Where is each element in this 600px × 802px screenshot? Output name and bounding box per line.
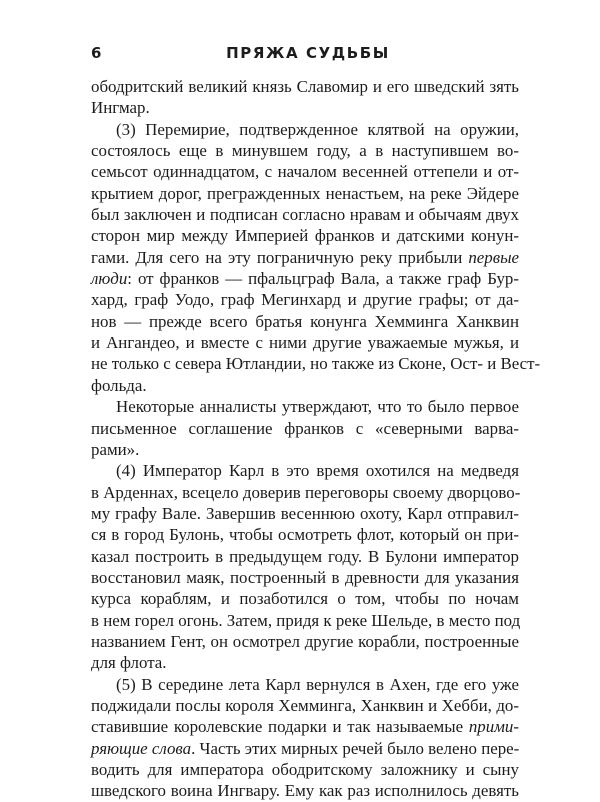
text-line: был заключен и подписан согласно нравам и обычаям двух <box>91 205 519 225</box>
text-line: и Ангандео, и вместе с ними другие уважаемые мужья, и <box>91 333 519 353</box>
text-line: не только с севера Ютландии, но также из Сконе, Ост- и Вест- <box>91 354 541 374</box>
text-line: Некоторые анналисты утверждают, что то было первое <box>116 397 519 417</box>
text-line: состоялось еще в минувшем году, а в наступившем во- <box>91 141 519 161</box>
text-line: письменное соглашение франков с «северными варва- <box>91 418 519 438</box>
text-line: для флота. <box>91 653 167 673</box>
text-line: ободритский великий князь Славомир и его шведский зять <box>91 77 519 96</box>
italic-text: ряющие слова <box>91 738 192 758</box>
text-line: фольда. <box>91 375 147 395</box>
text-line: (5) В середине лета Карл вернулся в Ахен, где его уже <box>116 674 519 694</box>
text-line <box>91 268 519 289</box>
text-segment: ставившие королевские подарки и так называемые <box>91 717 469 737</box>
text-line: крытием дорог, прегражденных ненастьем, на реке Эйдере <box>91 183 519 203</box>
text-segment: : от франков — пфальцграф Вала, а также граф Бур- <box>127 269 519 289</box>
text-line: казал построить в предыдущем году. В Булони император <box>91 546 519 566</box>
body-text <box>91 76 541 802</box>
text-line: Ингмар. <box>91 98 150 118</box>
text-line: му графу Вале. Завершив весеннюю охоту, Карл отправил- <box>91 503 519 523</box>
running-title: ПРЯЖА СУДЬБЫ <box>226 44 390 62</box>
text-line: поджидали послы короля Хемминга, Ханквин и Хебби, до- <box>91 695 519 715</box>
text-line: водить для императора ободритскому заложнику и сыну <box>91 760 519 779</box>
text-line: шведского воина Ингвару. Ему как раз исполнилось девять <box>91 781 519 801</box>
text-line: (3) Перемирие, подтвержденное клятвой на оружии, <box>116 119 519 139</box>
text-segment: гами. Для сего на эту пограничную реку прибыли <box>91 247 469 267</box>
page-number: 6 <box>91 44 102 62</box>
text-line: семьсот одиннадцатом, с началом весенней оттепели и от- <box>91 162 519 182</box>
text-line: рами». <box>91 439 140 459</box>
text-line: курса кораблям, и позаботился о том, чтобы по ночам <box>91 589 519 609</box>
text-line: хард, граф Уодо, граф Мегинхард и другие графы; от да- <box>91 290 519 310</box>
text-line: нов — прежде всего братья конунга Хемминга Ханквин <box>91 311 519 331</box>
text-line: ся в город Булонь, чтобы осмотреть флот, который он при- <box>91 525 519 545</box>
text-line: в нем горел огонь. Затем, придя к реке Шельде, в место под <box>91 610 521 630</box>
text-line: в Арденнах, всецело доверив переговоры своему дворцово- <box>91 482 521 502</box>
italic-text: первые <box>468 247 519 267</box>
text-line: (4) Император Карл в это время охотился на медведя <box>116 461 519 481</box>
text-line: восстановил маяк, построенный в древности для указания <box>91 567 519 587</box>
page-header <box>91 43 519 65</box>
italic-text: прими- <box>468 717 519 737</box>
italic-text: люди <box>91 269 128 289</box>
text-line <box>91 738 519 759</box>
text-line: названием Гент, он осмотрел другие корабли, построенные <box>91 631 519 651</box>
text-line <box>91 247 519 268</box>
text-line <box>91 716 519 737</box>
text-segment: . Часть этих мирных речей было велено пере- <box>191 738 520 758</box>
text-line: сторон мир между Империей франков и датскими конун- <box>91 226 519 246</box>
